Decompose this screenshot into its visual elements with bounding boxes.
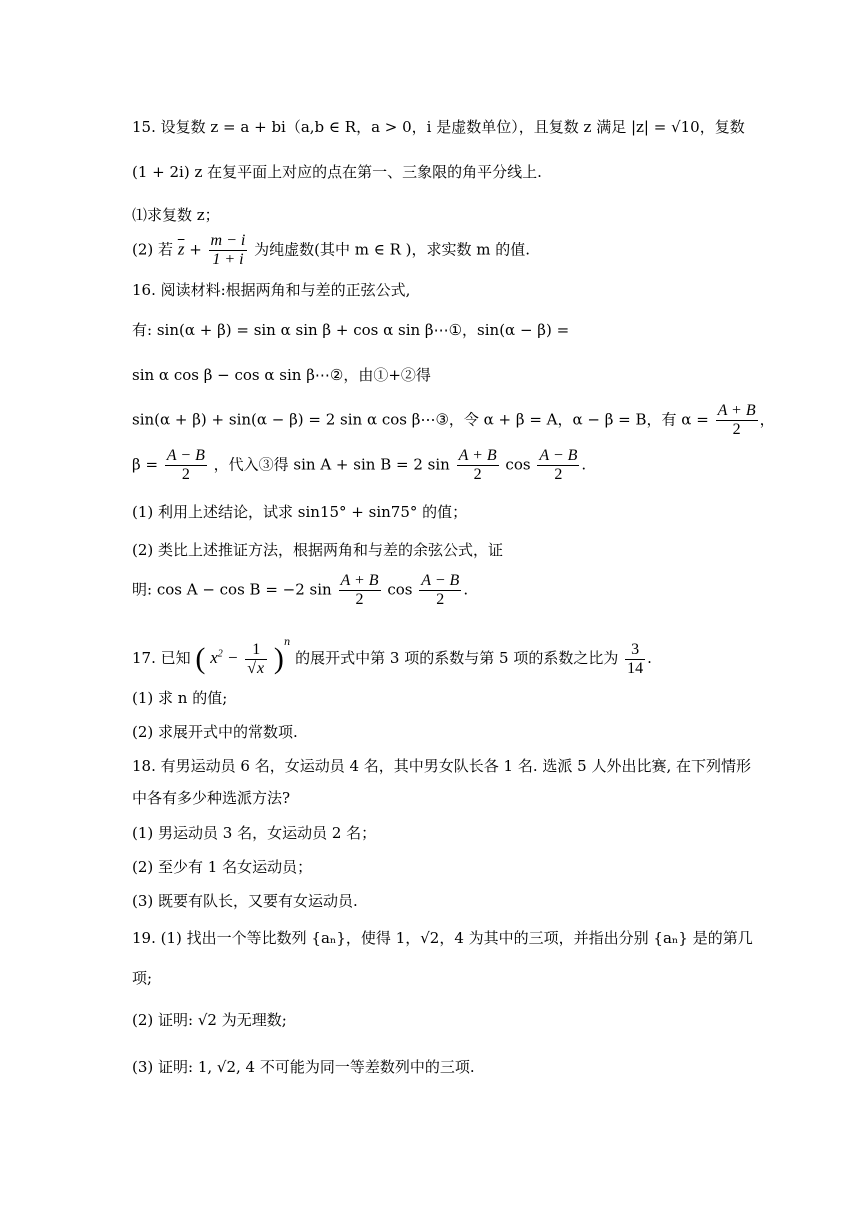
q19-line-1: 19. (1) 找出一个等比数列 {aₙ}，使得 1，√2，4 为其中的三项，并指出分别 {aₙ} 是的第几 (132, 929, 753, 947)
q19-part-2: (2) 证明: √2 为无理数; (132, 1011, 287, 1029)
fraction-denominator: 1 + i (212, 251, 244, 268)
q15-line-1: 15. 设复数 z = a + bi（a,b ∈ R，a > 0，i 是虚数单位），且复数 z 满足 |z| = √10，复数 (132, 118, 745, 136)
q17-part-2: (2) 求展开式中的常数项. (132, 723, 298, 741)
fraction-a-minus-b-over-2 (165, 447, 207, 484)
left-paren: ( (195, 642, 206, 675)
fraction-denominator: 2 (554, 466, 563, 483)
fraction-denominator: 14 (627, 659, 644, 677)
fraction-a-plus-b-over-2 (339, 572, 381, 609)
q15-line-2: (1 + 2i) z 在复平面上对应的点在第一、三象限的角平分线上. (132, 163, 542, 181)
cos-text: cos (505, 455, 531, 474)
fraction-denominator: √x (247, 659, 265, 677)
q18-part-3: (3) 既要有队长，又要有女运动员. (132, 892, 358, 910)
fraction-numerator: A − B (166, 447, 205, 464)
q16-part-2: (2) 类比上述推证方法，根据两角和与差的余弦公式，证 (132, 541, 504, 559)
q16-line-5-mid: ，代入③得 sin A + sin B = 2 sin (213, 455, 450, 474)
fraction-denominator: 2 (732, 421, 741, 438)
q16-proof-text: 明: cos A − cos B = −2 sin (132, 580, 332, 599)
fraction-numerator: 1 (245, 641, 267, 660)
q17-suffix: 的展开式中第 3 项的系数与第 5 项的系数之比为 (295, 649, 619, 667)
q16-part-2-proof: 明: cos A − cos B = −2 sin $\frac{A + B}{2}$ cos $\frac{A - B}{2}$ . (132, 572, 469, 608)
q17-prefix: 17. 已知 (132, 649, 191, 667)
fraction-denominator: 2 (355, 591, 364, 608)
x-squared: $x^2$ − (210, 648, 239, 667)
q16-part-1: (1) 利用上述结论，试求 sin15° + sin75° 的值； (132, 503, 468, 521)
q15-part-1: ⑴求复数 z； (132, 206, 220, 224)
fraction-denominator: 2 (436, 591, 445, 608)
q15-part-2-prefix: (2) 若 (132, 240, 174, 259)
q15-part-2: (2) 若 $\overline{z}$ + $\frac{m - i}{1 + i}$ 为纯虚数(其中 m ∈ R )，求实数 m 的值. (132, 232, 531, 268)
right-paren: ) (273, 642, 284, 675)
fraction-denominator: 2 (473, 466, 482, 483)
fraction-numerator: A − B (421, 572, 460, 589)
q16-line-4-text: sin(α + β) + sin(α − β) = 2 sin α cos β⋯③，令 α + β = A，α − β = B，有 α = (132, 410, 709, 429)
q16-line-1: 16. 阅读材料:根据两角和与差的正弦公式, (132, 281, 411, 299)
q18-line-2: 中各有多少种选派方法? (132, 789, 291, 807)
q16-line-2: 有: sin(α + β) = sin α sin β + cos α sin β⋯①，sin(α − β) = (132, 321, 570, 339)
fraction-numerator: m − i (210, 232, 246, 249)
q18-part-1: (1) 男运动员 3 名，女运动员 2 名； (132, 824, 377, 842)
beta-equals: β = (132, 455, 159, 474)
q18-line-1: 18. 有男运动员 6 名，女运动员 4 名，其中男女队长各 1 名. 选派 5 人外出比赛, 在下列情形 (132, 757, 752, 775)
fraction-numerator: A + B (340, 572, 379, 589)
q15-part-2-suffix: 为纯虚数(其中 m ∈ R )，求实数 m 的值. (254, 240, 531, 259)
q16-line-4: sin(α + β) + sin(α − β) = 2 sin α cos β⋯③，令 α + β = A，α − β = B，有 α = $\frac{A + B}{2}$ ， (132, 402, 775, 438)
q16-line-3: sin α cos β − cos α sin β⋯②，由①+②得 (132, 366, 431, 384)
q18-part-2: (2) 至少有 1 名女运动员； (132, 858, 313, 876)
q19-part-3: (3) 证明: 1, √2, 4 不可能为同一等差数列中的三项. (132, 1058, 475, 1076)
fraction-denominator: 2 (181, 466, 190, 483)
fraction-a-minus-b-over-2 (537, 447, 579, 484)
fraction-a-plus-b-over-2 (716, 402, 758, 439)
cos-text: cos (387, 580, 413, 599)
fraction-numerator: A − B (539, 447, 578, 464)
fraction-m-i-over-1-i (209, 232, 248, 269)
fraction-numerator: 3 (625, 641, 645, 660)
fraction-1-over-sqrt-x (245, 641, 267, 678)
q17-part-1: (1) 求 n 的值; (132, 689, 228, 707)
fraction-numerator: A + B (458, 447, 497, 464)
fraction-a-plus-b-over-2 (457, 447, 499, 484)
fraction-a-minus-b-over-2 (419, 572, 461, 609)
z-bar: $\overline{z}$ (177, 239, 185, 259)
fraction-numerator: A + B (717, 402, 756, 419)
q17-line-1: 17. 已知 ( $x^2$ − $\frac{1}{√x}$ )$^n$ 的展开式中第 3 项的系数与第 5 项的系数之比为 $\frac{3}{14}$ . (132, 637, 652, 677)
q16-line-5: β = $\frac{A - B}{2}$ ，代入③得 sin A + sin B = 2 sin $\frac{A + B}{2}$ cos $\frac{A - B}{2}$ . (132, 447, 587, 483)
fraction-3-over-14 (625, 641, 645, 678)
q19-line-2: 项; (132, 969, 153, 987)
